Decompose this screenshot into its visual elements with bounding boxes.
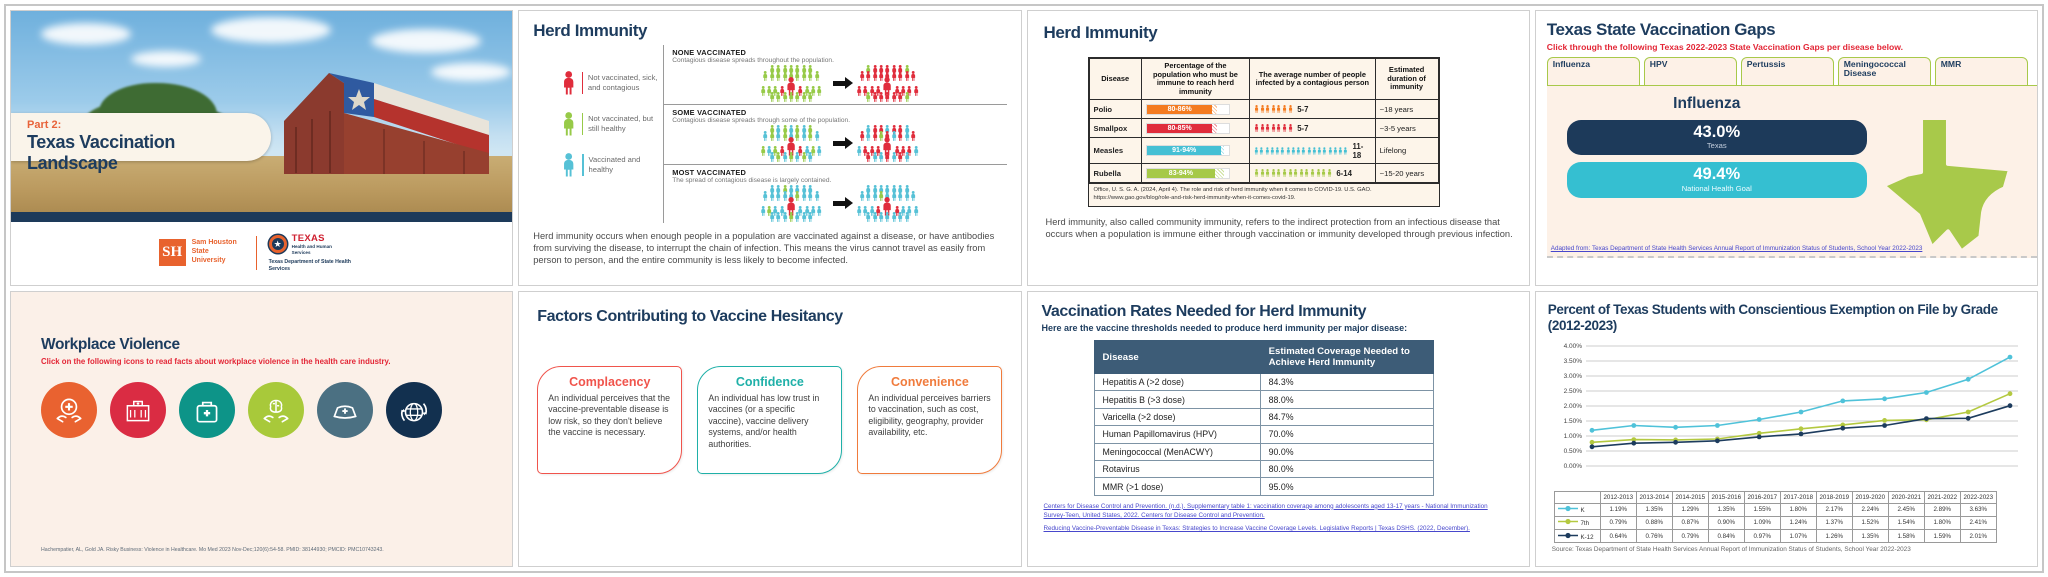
value-cell: 1.52% (1852, 516, 1888, 529)
year-header: 2020-2021 (1888, 492, 1924, 503)
slide-title: Vaccination Rates Needed for Herd Immunity (1041, 303, 1367, 320)
threshold-bar (1146, 104, 1230, 115)
bar-fill: 80-86% (1147, 105, 1213, 114)
coverage-value: 70.0% (1260, 426, 1433, 443)
coverage-value: 84.7% (1260, 408, 1433, 425)
texas-seal-icon: ★ (269, 235, 287, 253)
data-point (1798, 410, 1803, 415)
year-header: 2018-2019 (1816, 492, 1852, 503)
arrow-right-icon (833, 141, 846, 146)
table-row (1094, 443, 1433, 460)
card-text: An individual perceives barriers to vaccination, such as cost, eligibility, geography, provider availability, etc. (868, 393, 991, 438)
slide-vaccine-hesitancy[interactable] (518, 291, 1021, 567)
year-header: 2012-2013 (1600, 492, 1636, 503)
citation-text: Hachempatier, AL, Gold JA. Risky Business: Violence in Healthcare. Mo Med 2023 Nov-Dec;120(6):54-58. PMID: 38144930; PMCID: PMC10743243. (41, 547, 384, 553)
dshs-name: Texas Department of State Health Services (268, 259, 351, 272)
texas-shape-icon (1873, 118, 2023, 253)
subtitle: Here are the vaccine thresholds needed to produce herd immunity per major disease: (1041, 323, 1408, 333)
disease-name: MMR (>1 dose) (1094, 478, 1260, 495)
bar-fill: 91-94% (1147, 146, 1222, 155)
table-row (1089, 138, 1438, 164)
value-cell: 2.17% (1816, 503, 1852, 516)
disease-name: Rotavirus (1094, 460, 1260, 477)
column-header: Disease (1094, 341, 1260, 374)
cloud (211, 17, 331, 43)
chart-data-table (1554, 491, 1997, 543)
tab-meningococcal-disease[interactable]: Meningococcal Disease (1838, 57, 1931, 86)
cloud (41, 23, 131, 45)
crowd-graphic (760, 125, 823, 162)
nurse-cap-icon (328, 395, 362, 425)
infected-range: 6-14 (1336, 168, 1352, 178)
legend-tick (582, 154, 584, 176)
disease-name: Rubella (1089, 164, 1141, 183)
slide-title: Herd Immunity (1043, 23, 1158, 42)
data-point (1589, 428, 1594, 433)
crowd-graphic (856, 65, 919, 102)
y-tick-label: 3.50% (1563, 358, 1582, 366)
immunity-threshold-cell (1141, 138, 1249, 164)
data-point (1966, 377, 1971, 382)
shsu-logo (159, 239, 244, 266)
deck-title: Texas Vaccination Landscape (27, 132, 175, 173)
immunity-threshold-cell (1141, 164, 1249, 183)
threshold-bar (1146, 123, 1230, 134)
texas-wordmark: TEXAS (291, 233, 325, 244)
influenza-panel (1547, 85, 2037, 258)
y-tick-label: 0.50% (1563, 448, 1582, 456)
data-point (1589, 445, 1594, 450)
herd-section (664, 105, 1006, 165)
hhs-logo (269, 233, 365, 272)
first-aid-bag-icon (190, 395, 224, 425)
table-row (1554, 503, 1996, 516)
data-point (1966, 410, 1971, 415)
legend-tick (582, 72, 583, 94)
crowd-graphic (760, 185, 823, 222)
data-point (1924, 417, 1929, 422)
column-header: Percentage of the population who must be immune to reach herd immunity (1141, 59, 1249, 100)
data-point (1757, 435, 1762, 440)
person-icon (561, 112, 576, 136)
tab-mmr[interactable]: MMR (1935, 57, 2028, 86)
disease-name: Polio (1089, 100, 1141, 119)
bar-hatch (1212, 105, 1217, 114)
value-cell: 1.54% (1888, 516, 1924, 529)
gaps-source-link[interactable]: Adapted from: Texas Department of State Health Services Annual Report of Immunization Status of Students, School Year 2022-2023 (1550, 244, 1923, 252)
hands-brain-icon (259, 395, 293, 425)
person-icon (561, 71, 576, 95)
texas-flag-barn (274, 69, 504, 179)
year-header: 2016-2017 (1744, 492, 1780, 503)
card-heading: Convenience (891, 375, 969, 389)
section-heading: NONE VACCINATED (672, 48, 747, 57)
year-header: 2017-2018 (1780, 492, 1816, 503)
y-tick-label: 1.50% (1563, 418, 1582, 426)
slide-title: Herd Immunity (533, 21, 648, 40)
logo-footer (11, 222, 512, 283)
fact-circle-button[interactable] (248, 382, 304, 438)
herd-legend (533, 45, 663, 223)
citation-link[interactable]: Centers for Disease Control and Prevention. (n.d.). Supplementary table 1: vaccination coverage among adolescents aged 13-17 years - National Immunization Survey-Teen, United States, 2022. Centers for Disease Control and Prevention. (1043, 502, 1488, 519)
data-point (1715, 423, 1720, 428)
value-cell: 1.19% (1600, 503, 1636, 516)
value-cell: 1.07% (1780, 529, 1816, 542)
crowd-graphic (760, 65, 823, 102)
data-point (1673, 440, 1678, 445)
data-point (1715, 439, 1720, 444)
shsu-monogram: SH (159, 239, 186, 266)
shsu-name: Sam Houston State University (191, 239, 237, 264)
disease-name: Hepatitis B (>3 dose) (1094, 391, 1260, 408)
data-point (1589, 440, 1594, 445)
y-tick-label: 2.00% (1563, 403, 1582, 411)
series-line-K (1592, 357, 2010, 430)
data-point (1798, 432, 1803, 437)
infected-cell (1250, 119, 1376, 138)
value-cell: 2.24% (1852, 503, 1888, 516)
infected-cell (1250, 138, 1376, 164)
goal-rate-label: National Health Goal (1681, 183, 1752, 193)
value-cell: 1.35% (1636, 503, 1672, 516)
texas-rate-label: Texas (1706, 141, 1727, 151)
disease-name: Human Papillomavirus (HPV) (1094, 426, 1260, 443)
legend-cell: K-12 (1554, 529, 1600, 542)
section-description: Contagious disease spreads through some of the population. (672, 117, 851, 124)
cloud (131, 51, 201, 67)
value-cell: 0.90% (1708, 516, 1744, 529)
y-tick-label: 4.00% (1563, 343, 1582, 351)
data-point (1757, 417, 1762, 422)
table-row (1094, 408, 1433, 425)
citation-link[interactable]: Reducing Vaccine-Preventable Disease in Texas: Strategies to Increase Vaccine Coverage Levels. Legislative Reports | Texas DSHS. (2022, December). (1043, 524, 1470, 532)
slide-title: Workplace Violence (41, 336, 180, 353)
value-cell: 1.59% (1924, 529, 1960, 542)
bar-hatch (1215, 169, 1224, 178)
table-row (1554, 516, 1996, 529)
data-point (1882, 423, 1887, 428)
column-header: Disease (1089, 59, 1141, 100)
card-text: An individual perceives that the vaccine-preventable disease is low risk, so they don't believe the vaccine is necessary. (548, 393, 671, 438)
bar-fill: 80-85% (1147, 124, 1213, 133)
disease-name: Measles (1089, 138, 1141, 164)
legend-marker-icon (1557, 518, 1579, 525)
value-cell: 1.35% (1852, 529, 1888, 542)
infected-range: 5-7 (1297, 104, 1309, 114)
column-header: Estimated duration of immunity (1375, 59, 1438, 100)
slide-vaccination-rates[interactable] (1027, 291, 1530, 567)
tab-pertussis[interactable]: Pertussis (1741, 57, 1834, 86)
hands-cross-icon (52, 395, 86, 425)
legend-cell: K (1554, 503, 1600, 516)
herd-immunity-table (1088, 57, 1440, 207)
logo-divider (256, 236, 257, 270)
value-cell: 0.64% (1600, 529, 1636, 542)
crowd-graphic (856, 185, 919, 222)
texas-rate-pill (1567, 120, 1867, 155)
data-point (1882, 397, 1887, 402)
value-cell: 2.45% (1888, 503, 1924, 516)
coverage-value: 80.0% (1260, 460, 1433, 477)
column-header: Estimated Coverage Needed to Achieve Herd Immunity (1260, 341, 1433, 374)
data-point (1840, 399, 1845, 404)
hhs-name: Health and Human Services (291, 244, 332, 255)
herd-section (664, 165, 1006, 224)
year-header: 2021-2022 (1924, 492, 1960, 503)
slide-grid (10, 10, 2038, 567)
panel-title: Influenza (1673, 95, 1741, 112)
herd-definition-text: Herd immunity occurs when enough people in a population are vaccinated against a disease, or have antibodies from surviving the disease, to interrupt the chain of infection. This means the virus cannot travel as easily from person to person, and the entire community is less likely to become infected. (533, 231, 995, 266)
hesitancy-cards (537, 366, 1002, 474)
data-point (1924, 390, 1929, 395)
click-instruction: Click on the following icons to read facts about workplace violence in the health care industry. (41, 357, 391, 366)
value-cell: 1.29% (1672, 503, 1708, 516)
hesitancy-card-complacency (537, 366, 682, 474)
fact-icon-row (41, 382, 512, 438)
crowd-graphic (856, 125, 919, 162)
infected-cell (1250, 164, 1376, 183)
disease-name: Smallpox (1089, 119, 1141, 138)
value-cell: 0.88% (1636, 516, 1672, 529)
tab-influenza[interactable]: Influenza (1547, 57, 1640, 86)
slide-texas-vaccination-gaps[interactable] (1535, 10, 2038, 286)
legend-label: Not vaccinated, sick, and contagious (587, 73, 658, 92)
legend-label: Vaccinated and healthy (588, 155, 641, 174)
coverage-value: 84.3% (1260, 374, 1433, 391)
table-row (1094, 478, 1433, 495)
table-row (1094, 426, 1433, 443)
disease-name: Hepatitis A (>2 dose) (1094, 374, 1260, 391)
coverage-value: 90.0% (1260, 443, 1433, 460)
globe-arrows-icon (397, 395, 431, 425)
coverage-value: 95.0% (1260, 478, 1433, 495)
immunity-threshold-cell (1141, 119, 1249, 138)
fact-circle-button[interactable] (41, 382, 97, 438)
value-cell: 1.26% (1816, 529, 1852, 542)
duration-cell: ~3-5 years (1375, 119, 1438, 138)
value-cell: 1.80% (1780, 503, 1816, 516)
card-heading: Complacency (569, 375, 651, 389)
goal-rate-value: 49.4% (1693, 165, 1741, 184)
arrow-right-icon (833, 81, 846, 86)
texas-rate-value: 43.0% (1693, 123, 1741, 141)
y-tick-label: 2.50% (1563, 388, 1582, 396)
herd-section (664, 45, 1006, 105)
slide-title: Texas State Vaccination Gaps (1546, 20, 1776, 39)
duration-cell: ~18 years (1375, 100, 1438, 119)
slide-title: Percent of Texas Students with Conscientious Exemption on File by Grade (2012-2023) (1547, 302, 1998, 334)
data-point (1631, 441, 1636, 446)
legend-cell: 7th (1554, 516, 1600, 529)
year-header: 2014-2015 (1672, 492, 1708, 503)
year-header: 2022-2023 (1960, 492, 1996, 503)
slide-title-texas-vaccination-landscape[interactable] (10, 10, 513, 286)
coverage-value: 88.0% (1260, 391, 1433, 408)
table-row (1089, 119, 1438, 138)
barn-photo (11, 11, 512, 212)
coverage-table (1094, 340, 1434, 496)
bar-hatch (1221, 146, 1223, 155)
value-cell: 1.24% (1780, 516, 1816, 529)
value-cell: 0.79% (1672, 529, 1708, 542)
legend-item (561, 71, 663, 95)
slide-sorter-frame (4, 4, 2044, 573)
hospital-icon (121, 395, 155, 425)
legend-item (561, 153, 663, 177)
data-point (1840, 426, 1845, 431)
y-tick-label: 1.00% (1563, 433, 1582, 441)
chart-source: Source: Texas Department of State Health Services Annual Report of Immunization Status of Students, School Year 2022-2023 (1551, 546, 1911, 554)
legend-label: Not vaccinated, but still healthy (588, 114, 654, 133)
year-header: 2015-2016 (1708, 492, 1744, 503)
data-point (1882, 418, 1887, 423)
goal-rate-pill (1567, 162, 1867, 197)
data-point (1631, 423, 1636, 428)
value-cell: 2.01% (1960, 529, 1996, 542)
slide-title: Factors Contributing to Vaccine Hesitancy (537, 308, 843, 325)
fact-circle-button[interactable] (179, 382, 235, 438)
bar-fill: 83-94% (1147, 169, 1215, 178)
data-point (1673, 425, 1678, 430)
tab-hpv[interactable]: HPV (1644, 57, 1737, 86)
value-cell: 1.80% (1924, 516, 1960, 529)
legend-marker-icon (1557, 505, 1579, 512)
table-row (1094, 374, 1433, 391)
table-row (1089, 164, 1438, 183)
legend-marker-icon (1557, 532, 1579, 539)
value-cell: 1.37% (1816, 516, 1852, 529)
table-row (1554, 529, 1996, 542)
duration-cell: ~15-20 years (1375, 164, 1438, 183)
hesitancy-card-convenience (857, 366, 1002, 474)
data-point (2007, 392, 2012, 397)
year-header: 2013-2014 (1636, 492, 1672, 503)
y-tick-label: 0.00% (1563, 463, 1582, 471)
hesitancy-card-confidence (697, 366, 842, 474)
disease-tabs (1547, 57, 2037, 86)
value-cell: 1.35% (1708, 503, 1744, 516)
slide-workplace-violence[interactable] (10, 291, 513, 567)
column-header: The average number of people infected by a contagious person (1250, 59, 1376, 100)
part-label: Part 2: (27, 119, 62, 131)
value-cell: 1.55% (1744, 503, 1780, 516)
disease-name: Meningococcal (MenACWY) (1094, 443, 1260, 460)
data-point (1798, 427, 1803, 432)
y-tick-label: 3.00% (1563, 373, 1582, 381)
infected-range: 11-18 (1352, 141, 1364, 160)
section-heading: MOST VACCINATED (672, 168, 747, 177)
line-chart-plot (1548, 338, 2028, 486)
value-cell: 0.84% (1708, 529, 1744, 542)
year-header: 2019-2020 (1852, 492, 1888, 503)
data-point (2007, 355, 2012, 360)
title-band (11, 113, 271, 173)
fact-circle-button[interactable] (110, 382, 166, 438)
click-instruction: Click through the following Texas 2022-2023 State Vaccination Gaps per disease below. (1546, 42, 1904, 52)
data-point (1966, 416, 1971, 421)
navy-divider-bar (11, 212, 512, 222)
disease-name: Varicella (>2 dose) (1094, 408, 1260, 425)
legend-tick (582, 113, 583, 135)
threshold-bar (1146, 168, 1230, 179)
table-row (1094, 391, 1433, 408)
data-point (2007, 404, 2012, 409)
bar-hatch (1212, 124, 1216, 133)
fact-circle-button[interactable] (317, 382, 373, 438)
table-header-row (1554, 492, 1996, 503)
slide-exemption-chart[interactable] (1535, 291, 2038, 567)
section-heading: SOME VACCINATED (672, 108, 747, 117)
value-cell: 3.63% (1960, 503, 1996, 516)
value-cell: 0.87% (1672, 516, 1708, 529)
section-description: The spread of contagious disease is largely contained. (672, 177, 832, 184)
slide-herd-immunity-diagram[interactable] (518, 10, 1021, 286)
herd-sections (663, 45, 1006, 223)
person-icon (561, 153, 576, 177)
arrow-right-icon (833, 201, 846, 206)
value-cell: 1.09% (1744, 516, 1780, 529)
exemption-line-chart (1548, 338, 2027, 553)
card-heading: Confidence (735, 375, 804, 389)
table-source: Office, U. S. G. A. (2024, April 4). The role and risk of herd immunity when it comes to COVID-19. U.S. GAO. https://www.gao.gov/blog/role-and-risk-herd-immunity-when-it-comes-covid-19. (1089, 183, 1439, 206)
card-text: An individual has low trust in vaccines (or a specific vaccine), vaccine delivery systems, and/or health authorities. (708, 393, 820, 449)
threshold-bar (1146, 145, 1230, 156)
cloud (371, 29, 481, 53)
slide-herd-immunity-table[interactable] (1027, 10, 1530, 286)
table-row (1089, 100, 1438, 119)
citation-links (1044, 502, 1515, 533)
value-cell: 0.97% (1744, 529, 1780, 542)
infected-cell (1250, 100, 1376, 119)
community-immunity-text: Herd immunity, also called community immunity, refers to the indirect protection from an infectious disease that occurs when a population is immune either through vaccination or immunity developed through previous infection. (1045, 216, 1513, 240)
value-cell: 0.79% (1600, 516, 1636, 529)
immunity-threshold-cell (1141, 100, 1249, 119)
table-row (1094, 460, 1433, 477)
fact-circle-button[interactable] (386, 382, 442, 438)
duration-cell: Lifelong (1375, 138, 1438, 164)
legend-item (561, 112, 663, 136)
value-cell: 0.76% (1636, 529, 1672, 542)
value-cell: 1.58% (1888, 529, 1924, 542)
infected-range: 5-7 (1297, 123, 1309, 133)
section-description: Contagious disease spreads throughout the population. (672, 57, 834, 64)
value-cell: 2.89% (1924, 503, 1960, 516)
value-cell: 2.41% (1960, 516, 1996, 529)
